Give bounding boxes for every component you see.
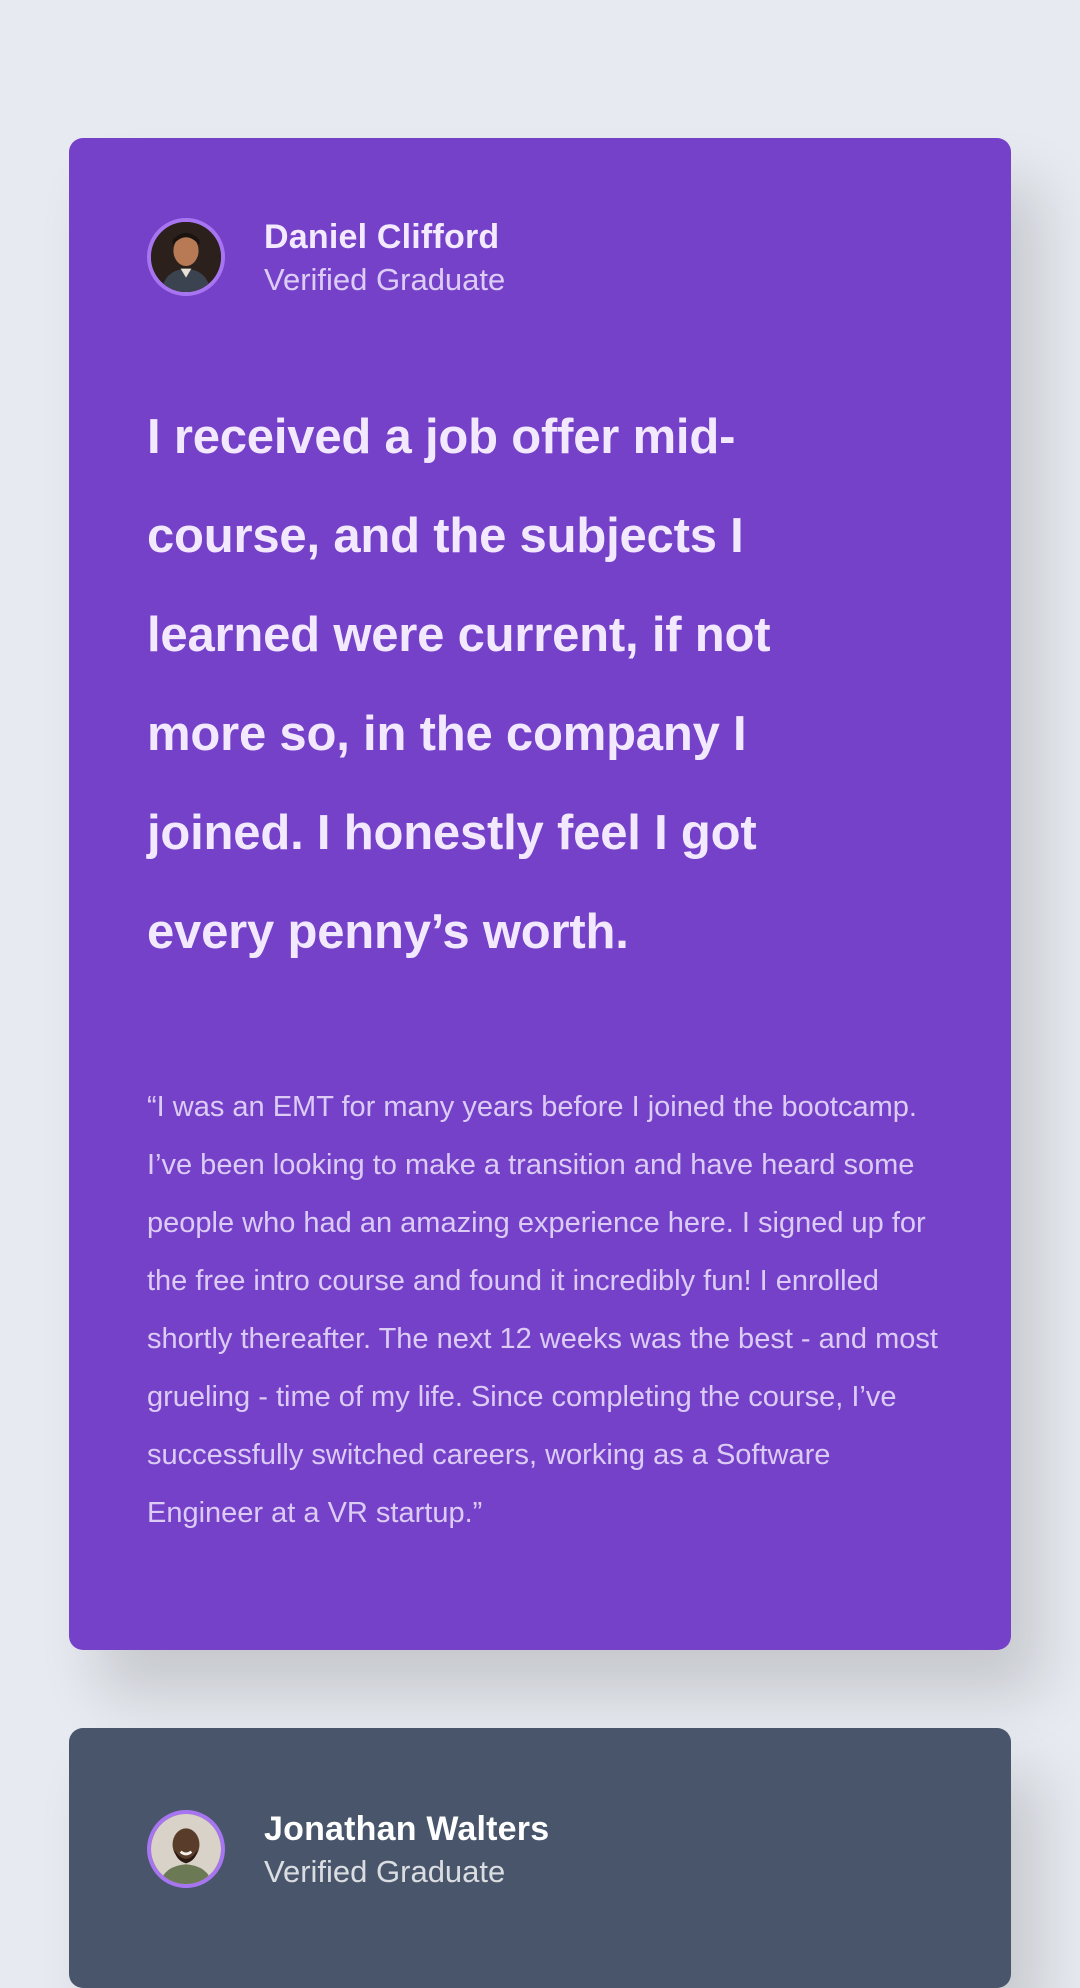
avatar-photo-icon	[151, 1814, 221, 1884]
avatar-photo-icon	[151, 222, 221, 292]
testimonial-headline: I received a job offer mid-course, and the subjects I learned were current, if not more so, in the company I joined. I honestly feel I got every penny’s worth.	[147, 410, 771, 959]
avatar	[147, 218, 225, 296]
testimonial-header	[147, 1806, 933, 1892]
avatar	[147, 1810, 225, 1888]
testimonial-card-jonathan	[69, 1728, 1011, 1988]
author-status: Verified Graduate	[264, 262, 506, 297]
author-name: Daniel Clifford	[264, 218, 500, 256]
testimonial-card-daniel	[69, 138, 1011, 1650]
author-status: Verified Graduate	[264, 1854, 506, 1889]
testimonial-header	[147, 214, 933, 300]
author-info	[264, 214, 505, 300]
testimonial-quote: “I was an EMT for many years before I joined the bootcamp. I’ve been looking to make a transition and have heard some people who had an amazing experience here. I signed up for the free intro course and found it incredibly fun! I enrolled shortly thereafter. The next 12 weeks was the best - and most grueling - time of my life. Since completing the course, I’ve successfully switched careers, working as a Software Engineer at a VR startup.”	[147, 1091, 938, 1529]
author-name: Jonathan Walters	[264, 1810, 550, 1848]
author-info	[264, 1806, 549, 1892]
